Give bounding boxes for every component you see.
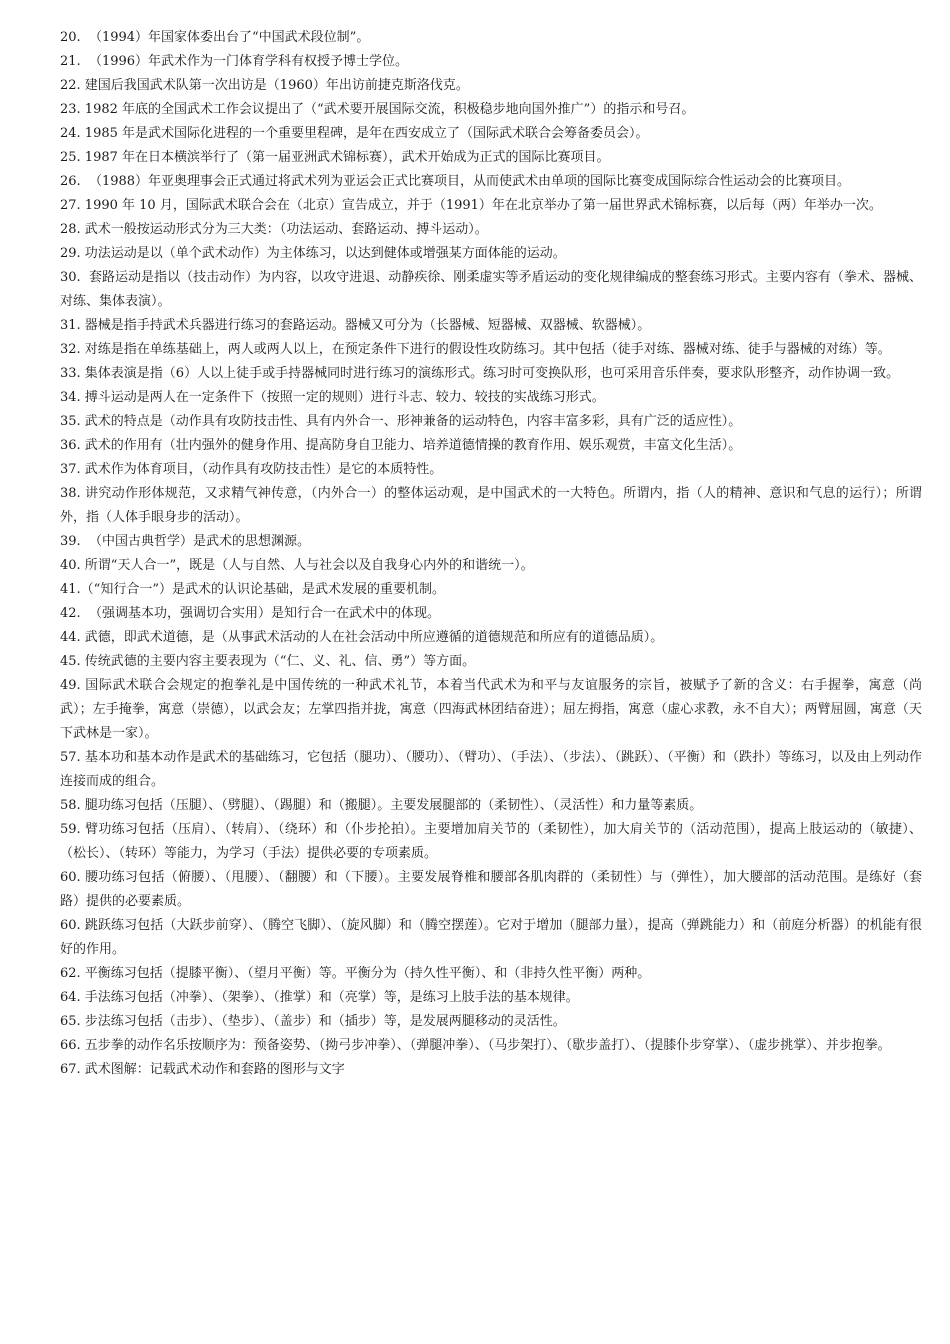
paragraph-66: 66. 五步拳的动作名乐按顺序为：预备姿势、（拗弓步冲拳）、（弹腿冲拳）、（马步架打）、（歇步盖打）、（提膝仆步穿掌）、（虚步挑掌）、并步抱拳。 bbox=[60, 1038, 891, 1053]
paragraph-44: 44. 武德，即武术道德，是（从事武术活动的人在社会活动中所应遵循的道德规范和所应有的道德品质）。 bbox=[60, 630, 664, 645]
paragraph-67: 67. 武术图解：记载武术动作和套路的图形与文字 bbox=[60, 1062, 345, 1077]
paragraph-35: 35. 武术的特点是（动作具有攻防技击性、具有内外合一、形神兼备的运动特色，内容丰富多彩，具有广泛的适应性）。 bbox=[60, 414, 742, 429]
paragraph-23: 23. 1982 年底的全国武术工作会议提出了（“武术要开展国际交流，积极稳步地向国外推广”）的指示和号召。 bbox=[60, 102, 695, 117]
paragraph-22: 22. 建国后我国武术队第一次出访是（1960）年出访前捷克斯洛伐克。 bbox=[60, 78, 469, 93]
paragraph-60-jump: 60. 跳跃练习包括（大跃步前穿）、（腾空飞脚）、（旋风脚）和（腾空摆莲）。它对于增加（腿部力量），提高（弹跳能力）和（前庭分析器）的机能有很好的作用。 bbox=[60, 918, 922, 957]
paragraph-39: 39. （中国古典哲学）是武术的思想渊源。 bbox=[60, 534, 310, 549]
paragraph-40: 40. 所谓“天人合一”，既是（人与自然、人与社会以及自我身心内外的和谐统一）。 bbox=[60, 558, 534, 573]
paragraph-33: 33. 集体表演是指（6）人以上徒手或手持器械同时进行练习的演练形式。练习时可变换队形，也可采用音乐伴奏，要求队形整齐，动作协调一致。 bbox=[60, 366, 900, 381]
paragraph-41: 41.（“知行合一”）是武术的认识论基础，是武术发展的重要机制。 bbox=[60, 582, 445, 597]
paragraph-28: 28. 武术一般按运动形式分为三大类：（功法运动、套路运动、搏斗运动）。 bbox=[60, 222, 488, 237]
paragraph-49: 49. 国际武术联合会规定的抱拳礼是中国传统的一种武术礼节，本着当代武术为和平与友谊服务的宗旨，被赋予了新的含义：右手握拳，寓意（尚武）；左手掩拳，寓意（崇德），以武会友；左掌四指并拢，寓意（四海武林团结奋进）；屈左拇指，寓意（虚心求教，永不自大）；两臂屈圆，寓意（天下武林是一家）。 bbox=[60, 678, 922, 741]
paragraph-21: 21. （1996）年武术作为一门体育学科有权授予博士学位。 bbox=[60, 54, 409, 69]
paragraph-57: 57. 基本功和基本动作是武术的基础练习，它包括（腿功）、（腰功）、（臂功）、（手法）、（步法）、（跳跃）、（平衡）和（跌扑）等练习，以及由上列动作连接而成的组合。 bbox=[60, 750, 922, 789]
paragraph-42: 42. （强调基本功，强调切合实用）是知行合一在武术中的体现。 bbox=[60, 606, 440, 621]
paragraph-24: 24. 1985 年是武术国际化进程的一个重要里程碑，是年在西安成立了（国际武术联合会筹备委员会）。 bbox=[60, 126, 649, 141]
paragraph-37: 37. 武术作为体育项目，（动作具有攻防技击性）是它的本质特性。 bbox=[60, 462, 443, 477]
paragraph-27: 27. 1990 年 10 月，国际武术联合会在（北京）宣告成立，并于（1991）年在北京举办了第一届世界武术锦标赛，以后每（两）年举办一次。 bbox=[60, 198, 882, 213]
paragraph-59: 59. 臂功练习包括（压肩）、（转肩）、（绕环）和（仆步抡拍）。主要增加肩关节的（柔韧性），加大肩关节的（活动范围），提高上肢运动的（敏捷）、（松长）、（转环）等能力，为学习（手法）提供必要的专项素质。 bbox=[60, 822, 922, 861]
paragraph-62: 62. 平衡练习包括（提膝平衡）、（望月平衡）等。平衡分为（持久性平衡）、和（非持久性平衡）两种。 bbox=[60, 966, 651, 981]
paragraph-38: 38. 讲究动作形体规范，又求精气神传意，（内外合一）的整体运动观，是中国武术的一大特色。所谓内，指（人的精神、意识和气息的运行）；所谓外，指（人体手眼身步的活动）。 bbox=[60, 486, 922, 525]
paragraph-30: 30. 套路运动是指以（技击动作）为内容，以攻守进退、动静疾徐、刚柔虚实等矛盾运动的变化规律编成的整套练习形式。主要内容有（拳术、器械、对练、集体表演）。 bbox=[60, 270, 922, 309]
document-body bbox=[60, 26, 922, 1082]
paragraph-29: 29. 功法运动是以（单个武术动作）为主体练习，以达到健体或增强某方面体能的运动。 bbox=[60, 246, 566, 261]
paragraph-36: 36. 武术的作用有（壮内强外的健身作用、提高防身自卫能力、培养道德情操的教育作用、娱乐观赏，丰富文化生活）。 bbox=[60, 438, 742, 453]
paragraph-60-waist: 60. 腰功练习包括（俯腰）、（甩腰）、（翻腰）和（下腰）。主要发展脊椎和腰部各肌肉群的（柔韧性）与（弹性），加大腰部的活动范围。是练好（套路）提供的必要素质。 bbox=[60, 870, 922, 909]
paragraph-25: 25. 1987 年在日本横滨举行了（第一届亚洲武术锦标赛），武术开始成为正式的国际比赛项目。 bbox=[60, 150, 610, 165]
paragraph-64: 64. 手法练习包括（冲拳）、（架拳）、（推掌）和（亮掌）等，是练习上肢手法的基本规律。 bbox=[60, 990, 579, 1005]
paragraph-65: 65. 步法练习包括（击步）、（垫步）、（盖步）和（插步）等，是发展两腿移动的灵活性。 bbox=[60, 1014, 566, 1029]
paragraph-34: 34. 搏斗运动是两人在一定条件下（按照一定的规则）进行斗志、较力、较技的实战练习形式。 bbox=[60, 390, 605, 405]
paragraph-20: 20. （1994）年国家体委出台了“中国武术段位制”。 bbox=[60, 30, 370, 45]
paragraph-32: 32. 对练是指在单练基础上，两人或两人以上，在预定条件下进行的假设性攻防练习。其中包括（徒手对练、器械对练、徒手与器械的对练）等。 bbox=[60, 342, 891, 357]
paragraph-31: 31. 器械是指手持武术兵器进行练习的套路运动。器械又可分为（长器械、短器械、双器械、软器械）。 bbox=[60, 318, 651, 333]
paragraph-26: 26. （1988）年亚奥理事会正式通过将武术列为亚运会正式比赛项目，从而使武术由单项的国际比赛变成国际综合性运动会的比赛项目。 bbox=[60, 174, 851, 189]
paragraph-58: 58. 腿功练习包括（压腿）、（劈腿）、（踢腿）和（搬腿）。主要发展腿部的（柔韧性）、（灵活性）和力量等素质。 bbox=[60, 798, 703, 813]
paragraph-45: 45. 传统武德的主要内容主要表现为（“仁、义、礼、信、勇”）等方面。 bbox=[60, 654, 476, 669]
